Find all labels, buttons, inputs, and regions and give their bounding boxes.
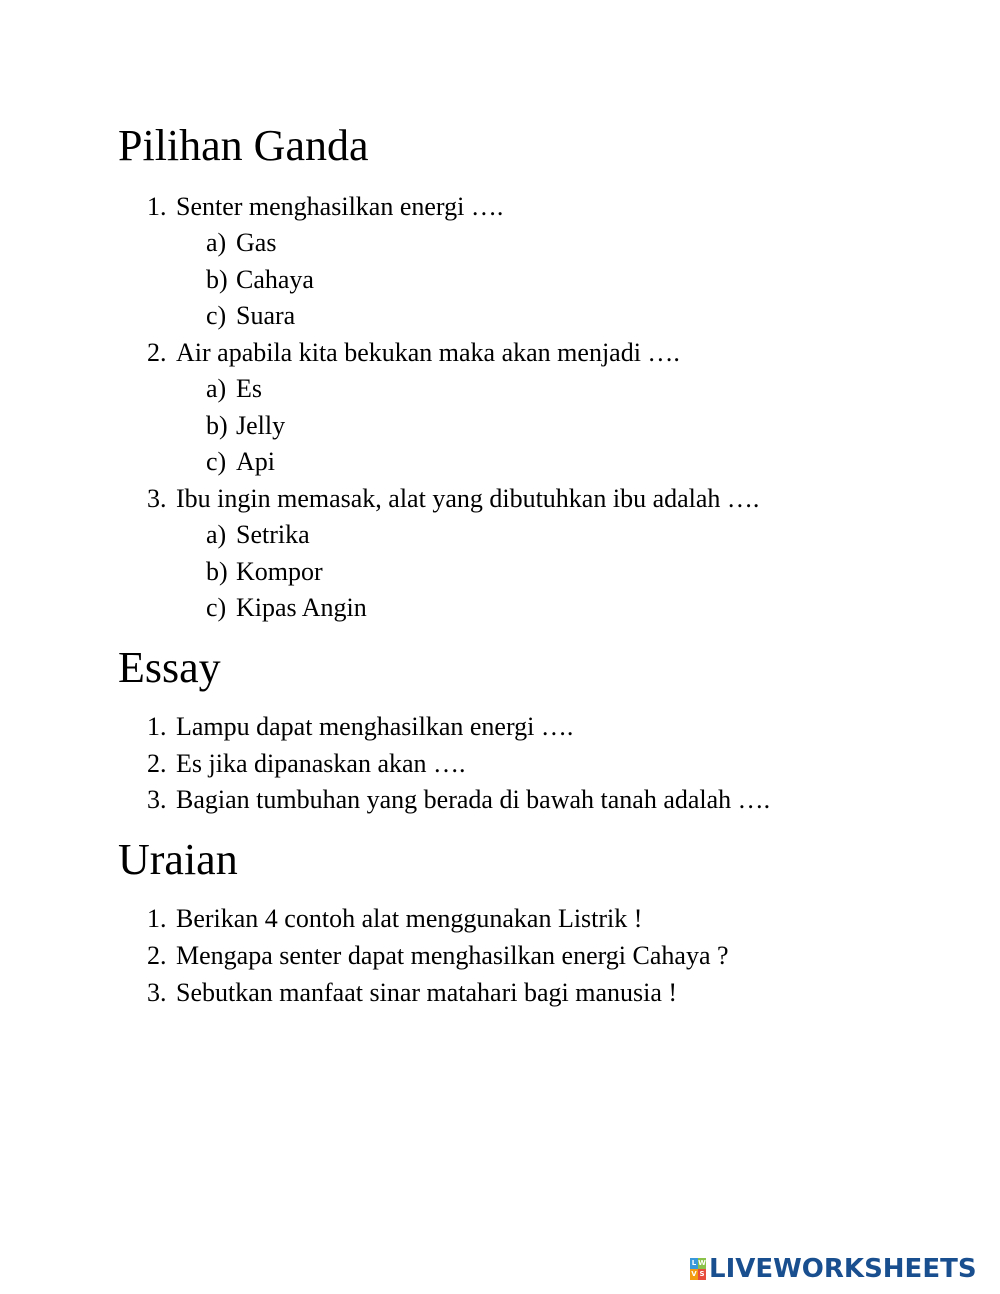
liveworksheets-logo: [690, 1255, 977, 1283]
question-number: 3.: [147, 785, 167, 814]
essay-question-3: [147, 787, 770, 813]
question-number: 3.: [147, 484, 167, 513]
question-number: 1.: [147, 904, 167, 933]
question-text: Senter menghasilkan energi ….: [176, 192, 504, 221]
option-text: Setrika: [236, 520, 310, 549]
uraian-question-2: [147, 943, 729, 969]
option-3c: [206, 595, 367, 621]
option-text: Kompor: [236, 557, 323, 586]
option-text: Gas: [236, 228, 277, 257]
question-text: Sebutkan manfaat sinar matahari bagi manusia !: [176, 978, 678, 1007]
essay-question-1: [147, 714, 573, 740]
section-title-uraian: Uraian: [118, 835, 238, 884]
option-text: Kipas Angin: [236, 593, 367, 622]
question-1: [147, 194, 503, 220]
option-text: Cahaya: [236, 265, 314, 294]
liveworksheets-logo-icon: L W V S: [691, 1259, 706, 1278]
question-text: Ibu ingin memasak, alat yang dibutuhkan ibu adalah ….: [176, 484, 760, 513]
option-letter: a): [206, 374, 227, 403]
question-text: Es jika dipanaskan akan ….: [176, 749, 466, 778]
question-2: [147, 340, 680, 366]
section-title-essay: Essay: [118, 643, 221, 692]
option-text: Api: [236, 447, 275, 476]
option-letter: c): [206, 301, 227, 330]
option-letter: a): [206, 228, 227, 257]
option-text: Suara: [236, 301, 296, 330]
question-number: 1.: [147, 712, 167, 741]
option-letter: c): [206, 447, 227, 476]
section-title-pilihan-ganda: Pilihan Ganda: [118, 121, 369, 170]
uraian-question-3: [147, 980, 677, 1006]
question-number: 2.: [147, 941, 167, 970]
option-2b: [206, 413, 285, 439]
option-1b: [206, 267, 314, 293]
option-letter: b): [206, 557, 228, 586]
essay-question-2: [147, 751, 466, 777]
question-text: Bagian tumbuhan yang berada di bawah tanah adalah ….: [176, 785, 771, 814]
option-letter: b): [206, 411, 228, 440]
option-letter: c): [206, 593, 227, 622]
question-number: 2.: [147, 749, 167, 778]
question-number: 2.: [147, 338, 167, 367]
question-number: 3.: [147, 978, 167, 1007]
option-3b: [206, 559, 323, 585]
uraian-question-1: [147, 906, 642, 932]
option-2c: [206, 449, 275, 475]
question-number: 1.: [147, 192, 167, 221]
option-letter: b): [206, 265, 228, 294]
question-text: Lampu dapat menghasilkan energi ….: [176, 712, 574, 741]
question-text: Berikan 4 contoh alat menggunakan Listrik !: [176, 904, 643, 933]
option-text: Es: [236, 374, 262, 403]
option-1a: [206, 230, 276, 256]
question-3: [147, 486, 759, 512]
option-text: Jelly: [236, 411, 286, 440]
option-3a: [206, 522, 310, 548]
option-1c: [206, 303, 295, 329]
option-2a: [206, 376, 262, 402]
question-text: Mengapa senter dapat menghasilkan energi Cahaya ?: [176, 941, 729, 970]
question-text: Air apabila kita bekukan maka akan menjadi ….: [176, 338, 680, 367]
option-letter: a): [206, 520, 227, 549]
liveworksheets-logo-text: LIVEWORKSHEETS: [709, 1254, 977, 1284]
